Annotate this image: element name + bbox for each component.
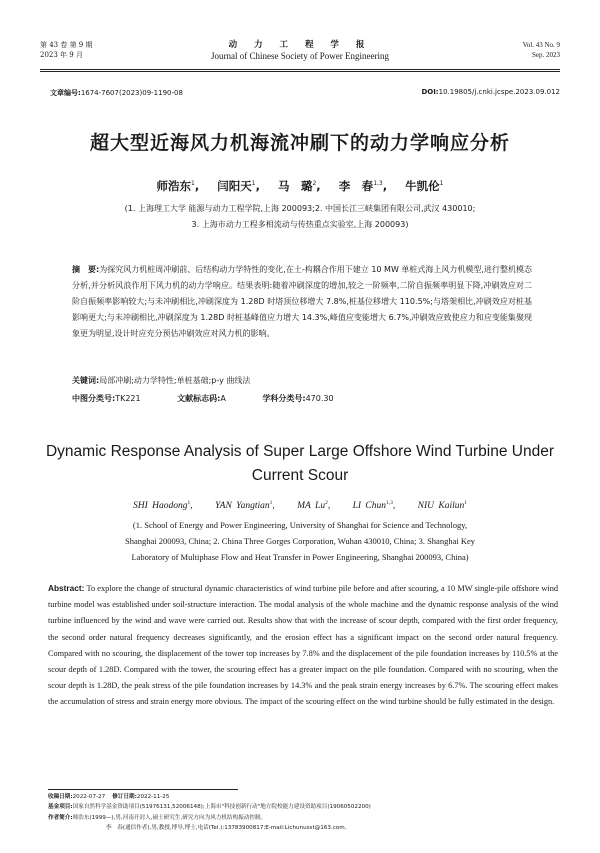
author-en: MA Lu$^2$, xyxy=(297,500,331,512)
authors-cn xyxy=(0,178,600,194)
header-volume-en xyxy=(523,40,560,60)
author-en-sup: 2 xyxy=(325,500,328,506)
journal-name-cn: 动 力 工 程 学 报 xyxy=(228,40,372,50)
article-number-label: 文章编号: xyxy=(50,89,81,97)
document-code-value: A xyxy=(220,394,226,403)
affiliation-cn-line: 3. 上海市动力工程多相流动与传热重点实验室,上海 200093) xyxy=(191,220,409,229)
footnote-fund xyxy=(48,802,558,812)
running-header xyxy=(40,40,560,68)
author-en: LI Chun$^{1,3}$, xyxy=(352,500,396,512)
abstract-cn xyxy=(72,262,532,342)
author-cn-name: 闫阳天 xyxy=(217,179,252,193)
author-en-sup: 1 xyxy=(187,500,191,506)
author-en-sup: 1,3 xyxy=(386,500,393,506)
subject-code xyxy=(262,392,333,406)
footnote-rule xyxy=(48,789,238,790)
author-cn xyxy=(405,179,443,193)
affiliation-cn-line: (1. 上海理工大学 能源与动力工程学院,上海 200093;2. 中国长江三峡集团有限公司,武汉 430010; xyxy=(124,204,476,213)
header-rule-thin xyxy=(40,71,560,72)
classification-cn xyxy=(72,392,532,406)
document-code xyxy=(177,392,226,406)
subject-code-value: 470.30 xyxy=(305,394,334,403)
received-date: 2022-07-27 xyxy=(72,794,106,800)
author-cn: 马 璐$^2$, xyxy=(277,179,321,193)
affiliation-cn xyxy=(60,201,540,233)
title-cn: 超大型近海风力机海流冲刷下的动力学响应分析 xyxy=(89,132,510,154)
author-bio-text: 师浩东(1999—),男,河南开封人,硕士研究生,研究方向为风力机结构振动控制。 xyxy=(72,814,267,821)
author-en-name: MA Lu xyxy=(297,501,326,512)
footnote-dates xyxy=(48,792,558,802)
keywords-cn xyxy=(72,374,532,388)
abstract-en-label: Abstract: xyxy=(48,583,85,593)
abstract-en-text: To explore the change of structural dynamic characteristics of wind turbine pile before and after scouring, a 10 MW single-pile offshore wind turbine model was established under soil-structure interaction. The modal analysis of the whole machine and the dynamic response analysis of the wind turbine influenced by the wind and wave were carried out. Results show that with the increase of scour depth, compared with the first order frequency, the second order natural frequency decreases significantly, and the erosion effect has a significant impact on the second order natural frequency. Compared with no scouring, the displacement of the tower top increases by 7.8% and the displacement of the pile foundation increases by 110.5% at the scour depth of 1.28D. Compared with the tower, the scouring effect has a greater impact on the pile foundation. Compared with no scouring, when the scour depth is 1.28D, the peak stress of the pile foundation increases by 14.3% and the peak strain energy increases by 6.7%. The scouring effect makes the accumulation of stress and strain energy more obvious. The impact of the scouring effect on the wind turbine should be fully estimated in the design. xyxy=(48,584,558,707)
footnote-author xyxy=(48,813,558,823)
abstract-en xyxy=(48,580,558,711)
received-label: 收稿日期: xyxy=(48,794,73,800)
abstract-cn-text: 为探究风力机桩周冲刷前、后结构动力学特性的变化,在土-构耦合作用下建立 10 MW 单桩式海上风力机模型,进行整机模态分析,并分析风浪作用下风力机的动力学响应。结果表明:随着冲刷深度的增加,较之一阶频率,二阶自振频率明显下降,冲刷效应对二阶自振频率影响较大;与未冲刷相比,冲刷深度为 1.28D 时塔顶位移增大 7.8%,桩基位移增大 110.5%;与塔架相比,冲刷效应对桩基影响更大;与未冲刷相比,冲刷深度为 1.28D 时桩基峰值应力增大 14.3%,峰值应变能增大 6.7%,冲刷效应致使应力和应变能集聚现象更为明显,设计时应充分预估冲刷效应对风力机的影响。 xyxy=(72,265,532,338)
volume-en: Vol. 43 No. 9 xyxy=(522,41,560,49)
revised-label: 修订日期: xyxy=(112,794,137,800)
document-code-label: 文献标志码: xyxy=(177,394,221,403)
clc-value: TK221 xyxy=(115,394,141,403)
authors-en xyxy=(0,500,600,511)
author-cn-sup: 1 xyxy=(251,180,256,188)
clc-label: 中图分类号: xyxy=(72,394,116,403)
author-cn-sup: 1 xyxy=(439,180,444,188)
journal-name-en: Journal of Chinese Society of Power Engineering xyxy=(211,51,389,61)
clc-number xyxy=(72,392,141,406)
affiliation-en xyxy=(60,517,540,565)
author-cn: 李 春$^{1,3}$, xyxy=(338,179,388,193)
author-en-name: LI Chun xyxy=(352,501,386,512)
corresponding-text: 男,教授,博导,博士,电话(Tel.):13783900817;E-mail:Lichunusst@163.com。 xyxy=(151,825,351,832)
fund-text: 国家自然科学基金资助项目(51976131,52006148);上海市"科技创新行动"地方院校能力建设资助项目(19060502200) xyxy=(72,804,371,811)
header-journal xyxy=(40,40,560,62)
article-number xyxy=(50,88,183,98)
author-bio-label: 作者简介: xyxy=(48,814,73,821)
author-en-name: SHI Haodong xyxy=(133,501,188,512)
doi-label: DOI: xyxy=(421,88,439,96)
author-cn-sup: 2 xyxy=(312,180,317,188)
author-en: YAN Yangtian$^1$, xyxy=(215,500,275,512)
affiliation-en-line: Laboratory of Multiphase Flow and Heat Transfer in Power Engineering, Shanghai 200093, China) xyxy=(131,552,469,562)
date-cn: 2023 年 9 月 xyxy=(40,51,83,59)
author-cn-name: 李 春 xyxy=(338,179,374,193)
fund-label: 基金项目: xyxy=(48,804,73,811)
doi-value: 10.19805/j.cnki.jcspe.2023.09.012 xyxy=(438,88,560,96)
keywords-cn-label: 关键词: xyxy=(72,376,100,385)
author-cn: 闫阳天$^1$, xyxy=(217,179,260,193)
affiliation-en-line: Shanghai 200093, China; 2. China Three Gorges Corporation, Wuhan 430010, China; 3. Shanghai Key xyxy=(124,536,475,546)
author-en: SHI Haodong$^1$, xyxy=(133,500,193,512)
footnote-corresponding xyxy=(48,823,558,833)
author-en xyxy=(418,501,467,511)
author-cn-sup: 1 xyxy=(191,180,195,188)
author-cn-name: 马 璐 xyxy=(277,179,313,193)
footnotes xyxy=(48,792,558,834)
keywords-cn-text: 局部冲刷;动力学特性;单桩基础;p-y 曲线法 xyxy=(99,376,251,385)
header-rule xyxy=(40,69,560,70)
volume-cn: 第 43 卷 第 9 期 xyxy=(40,41,93,49)
author-en-name: YAN Yangtian xyxy=(215,501,270,512)
subject-code-label: 学科分类号: xyxy=(262,394,306,403)
author-cn-name: 牛凯伦 xyxy=(405,179,440,193)
author-en-sup: 1 xyxy=(269,500,273,506)
author-cn-name: 师浩东 xyxy=(156,179,192,193)
title-en: Dynamic Response Analysis of Super Large Offshore Wind Turbine Under Current Scour xyxy=(45,443,555,484)
article-number-value: 1674-7607(2023)09-1190-08 xyxy=(80,89,183,97)
author-cn: 师浩东$^1$, xyxy=(156,179,200,193)
corresponding-label: 李 春(通信作者), xyxy=(106,825,152,832)
revised-date: 2022-11-25 xyxy=(136,794,170,800)
abstract-cn-label: 摘 要: xyxy=(72,265,100,274)
affiliation-en-line: (1. School of Energy and Power Engineering, University of Shanghai for Science and Technology, xyxy=(132,520,468,530)
author-cn-sup: 1,3 xyxy=(373,180,383,188)
author-en-sup: 1 xyxy=(464,500,467,506)
date-en: Sep. 2023 xyxy=(532,51,560,59)
doi xyxy=(421,88,560,96)
author-en-name: NIU Kailun xyxy=(417,501,465,512)
